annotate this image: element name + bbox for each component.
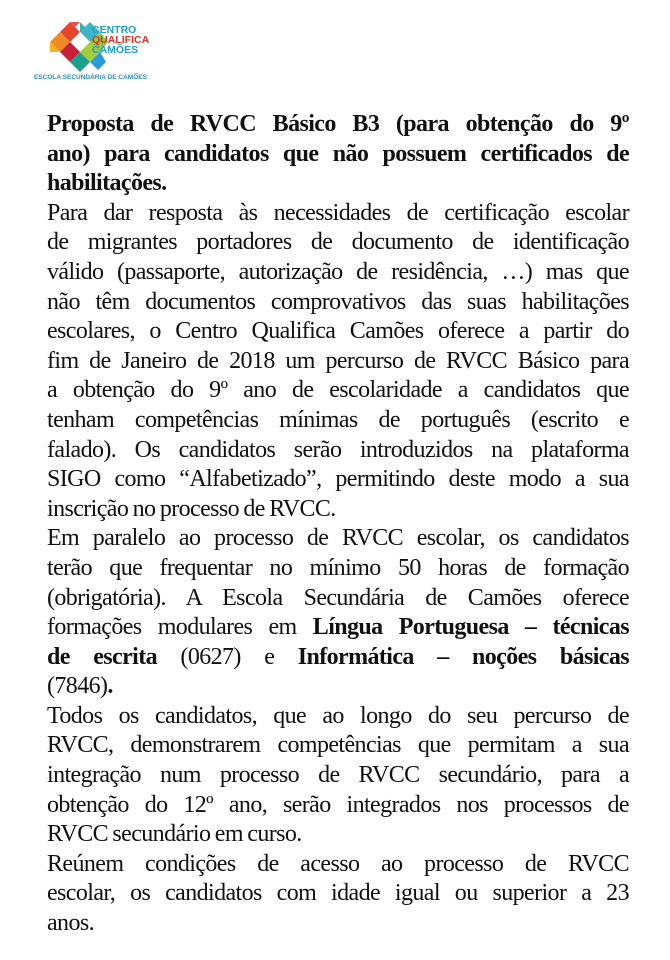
course-name-portuguese: Língua Portuguesa – técnicas [312,614,629,641]
logo-line-centro: CENTRO [92,24,137,36]
logo-line-camoes: CAMÕES [92,44,139,56]
course-code-7846: (7846) [47,673,108,700]
text-line: RVCC, demonstrarem competências que permitam a sua [47,732,629,759]
text-line [47,672,629,702]
logo-text [92,25,149,55]
centro-qualifica-logo [34,20,170,86]
heading-line: Proposta de RVCC Básico B3 (para obtenção do 9º [47,111,629,137]
paragraph-4 [47,850,629,939]
course-name-portuguese-cont: de escrita [47,643,157,670]
text-line: escolar, os candidatos com idade igual ou superior a 23 [47,880,629,907]
text-line: Para dar resposta às necessidades de certificação escolar [47,199,629,226]
text-line: válido (passaporte, autorização de residência, …) mas que [47,258,629,285]
text-line: a obtenção do 9º ano de escolaridade a candidatos que [47,377,629,404]
heading-line: habilitações. [47,170,167,197]
text-line: de migrantes portadores de documento de identificação [47,229,629,256]
text-line: inscrição no processo de RVCC. [47,495,336,522]
course-name-informatics: Informática – noções básicas [297,643,629,670]
text-line [47,613,629,643]
text-line: Reúnem condições de acesso ao processo de RVCC [47,850,629,877]
course-code-0627: (0627) e [157,643,298,670]
heading [47,110,629,199]
paragraph-1 [47,199,629,525]
period: . [107,673,113,700]
text-line: Em paralelo ao processo de RVCC escolar, os candidatos [47,525,629,552]
text-line: terão que frequentar no mínimo 50 horas de formação [47,554,629,581]
document-body [47,110,629,939]
paragraph-2 [47,524,629,702]
text-line: Todos os candidatos, que ao longo do seu percurso de [47,702,629,729]
text-line: obtenção do 12º ano, serão integrados nos processos de [47,791,629,818]
text-line [47,643,629,673]
text-line: RVCC secundário em curso. [47,821,302,848]
logo-line-qualifica: QUALIFICA [92,34,150,46]
text-line: falado). Os candidatos serão introduzidos na plataforma [47,436,629,463]
paragraph-3 [47,702,629,850]
text-line: integração num processo de RVCC secundário, para a [47,762,629,789]
text-line: SIGO como “Alfabetizado”, permitindo deste modo a sua [47,466,629,493]
text-line: anos. [47,910,94,937]
text-line: (obrigatória). A Escola Secundária de Camões oferece [47,584,629,611]
text-line: fim de Janeiro de 2018 um percurso de RVCC Básico para [47,347,629,374]
logo-subtitle: ESCOLA SECUNDÁRIA DE CAMÕES [34,74,147,81]
text-line: escolares, o Centro Qualifica Camões oferece a partir do [47,318,629,345]
text-line: não têm documentos comprovativos das suas habilitações [47,288,629,315]
text-line: tenham competências mínimas de português (escrito e [47,406,629,433]
text-plain: formações modulares em [47,614,313,641]
heading-line: ano) para candidatos que não possuem certificados de [47,140,629,167]
